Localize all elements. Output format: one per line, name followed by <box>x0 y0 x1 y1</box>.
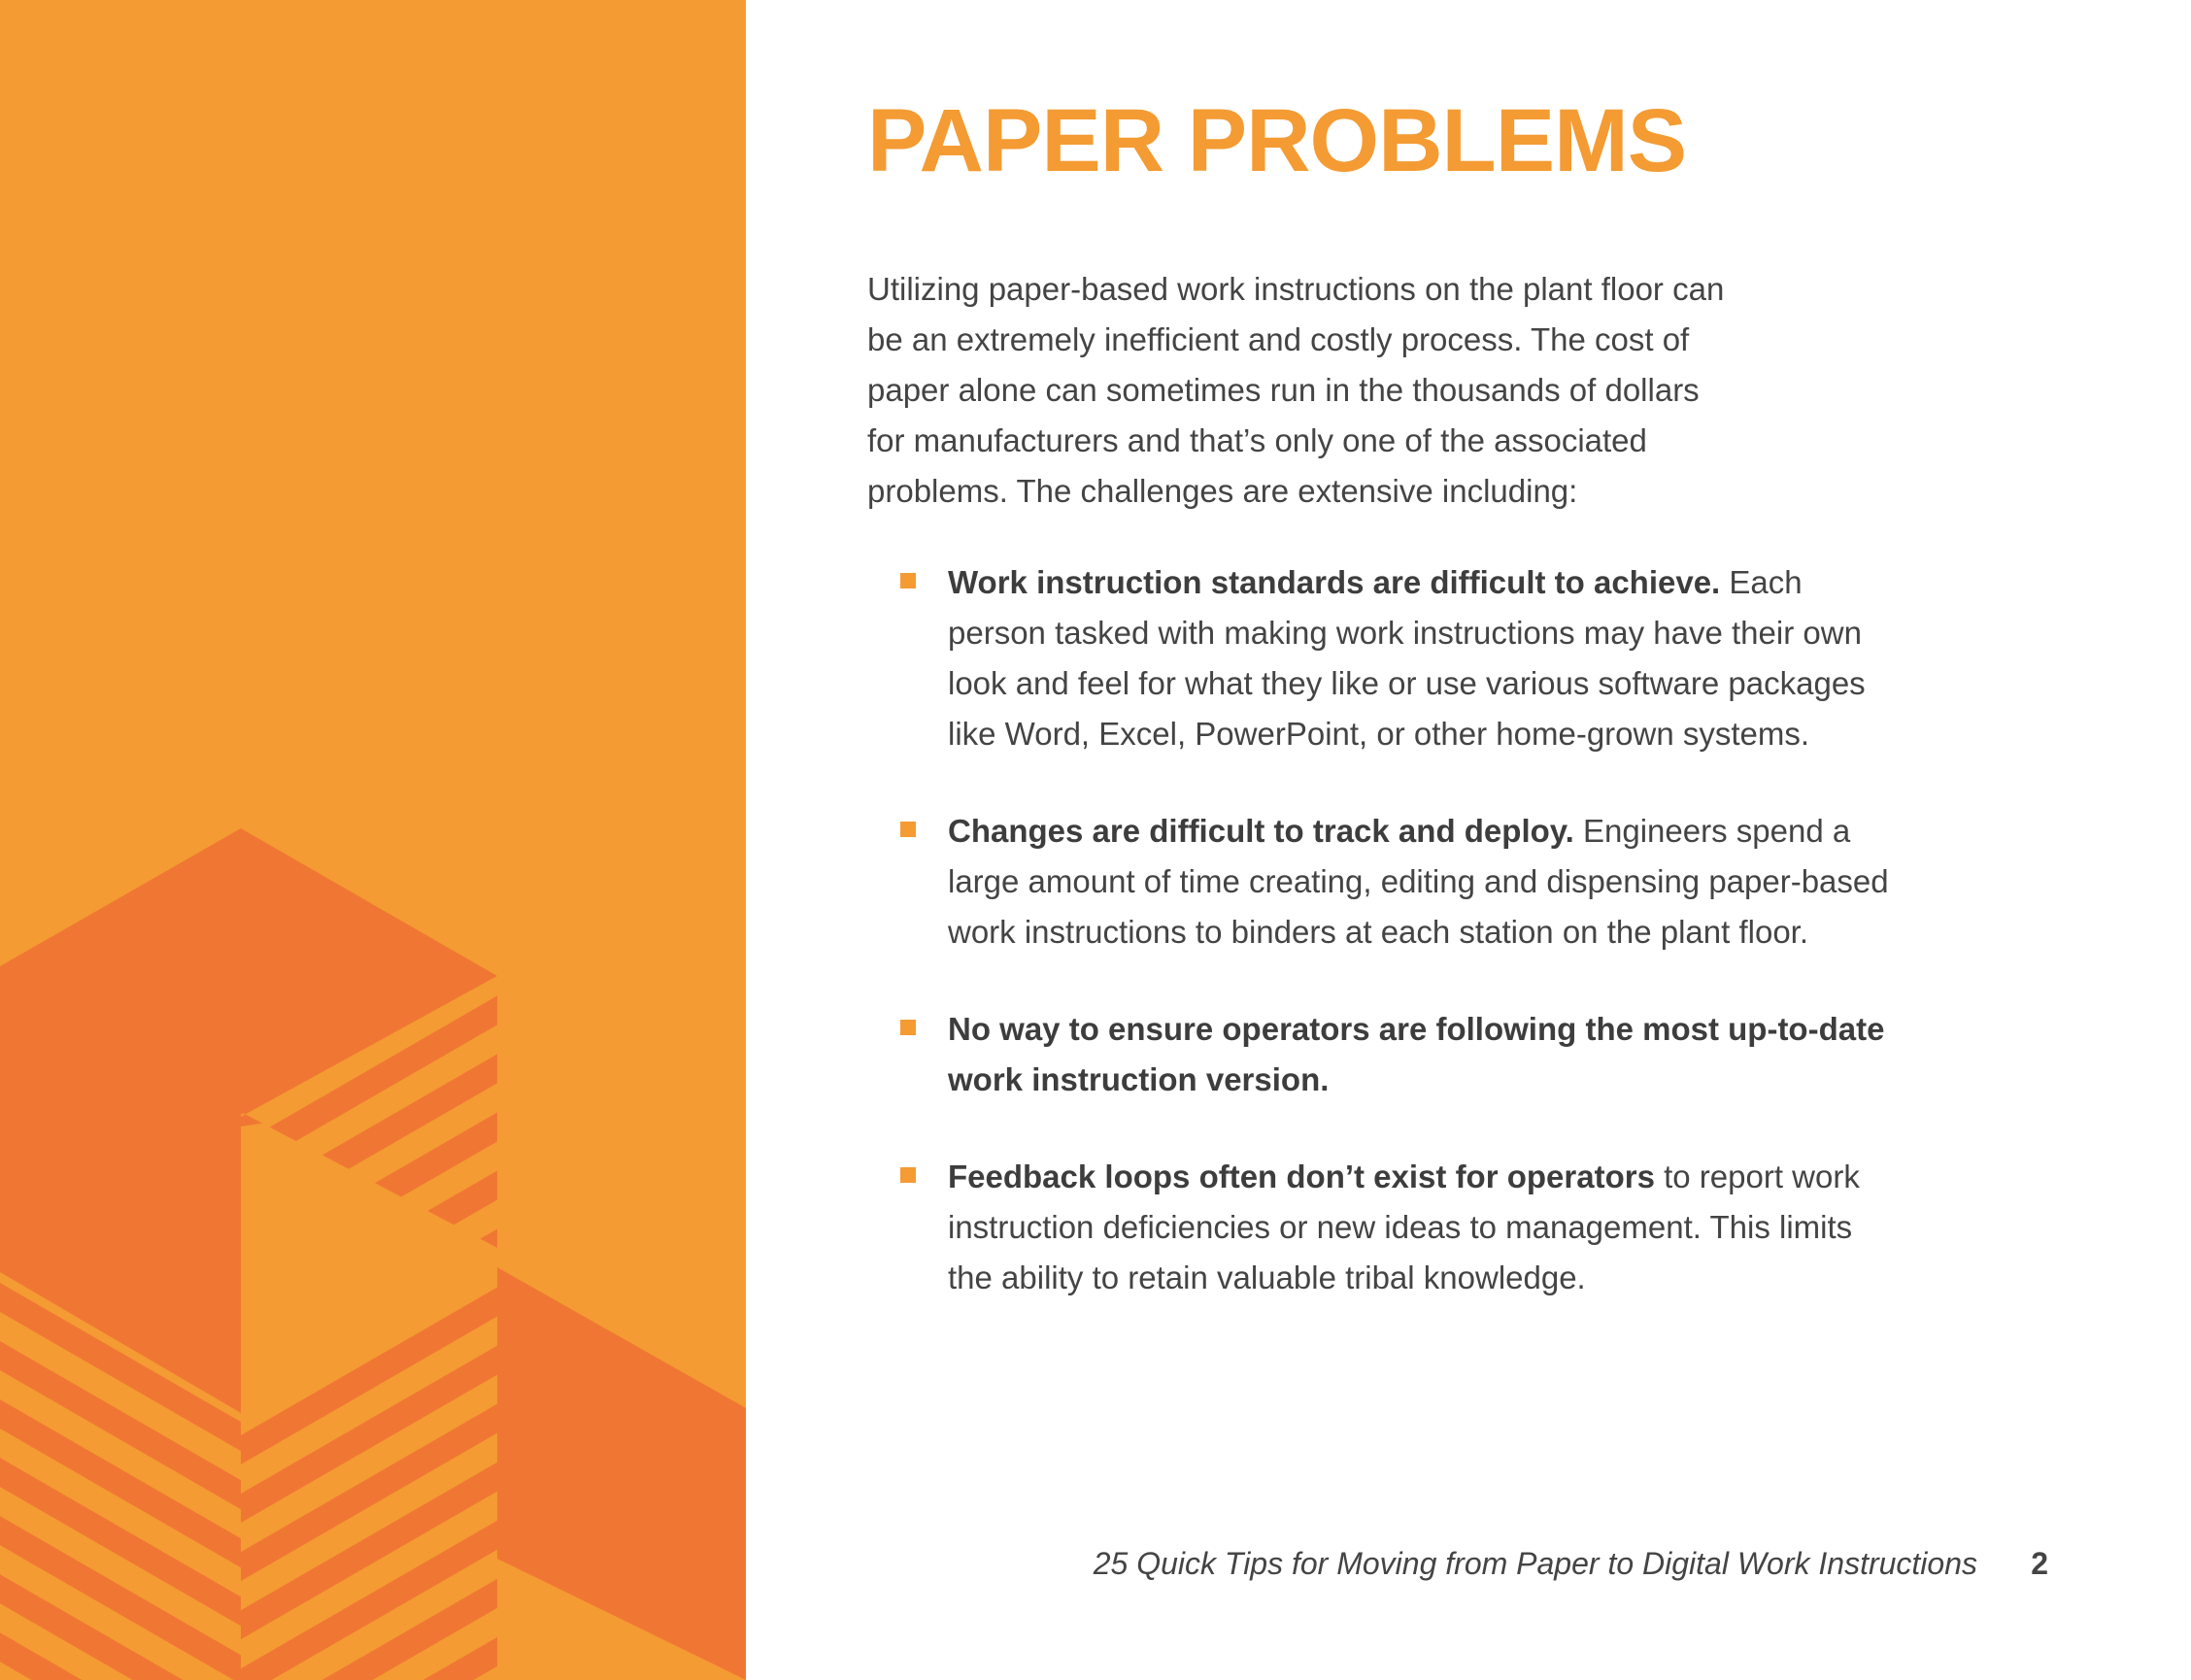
list-item <box>867 1152 1897 1303</box>
footer-document-title: 25 Quick Tips for Moving from Paper to Digital Work Instructions <box>1093 1546 1977 1581</box>
orange-square-bullet-icon <box>900 573 916 588</box>
decorative-side-panel <box>0 0 746 1680</box>
page-footer <box>0 1538 2191 1589</box>
list-item-heading: Feedback loops often don’t exist for operators <box>948 1159 1655 1194</box>
list-item <box>867 557 1897 759</box>
orange-square-bullet-icon <box>900 1020 916 1035</box>
orange-square-bullet-icon <box>900 822 916 837</box>
page-title: PAPER PROBLEMS <box>867 91 1687 190</box>
geometric-stripes-graphic <box>0 0 746 1680</box>
orange-square-bullet-icon <box>900 1167 916 1183</box>
list-item <box>867 806 1897 958</box>
challenge-list <box>867 557 1897 1303</box>
page-number: 2 <box>2031 1546 2048 1581</box>
list-item-heading: Work instruction standards are difficult to achieve. <box>948 564 1721 600</box>
list-item-text: Engineers spend a large amount of time creating, editing and dispensing paper-based work instructions to binders at each station on the plant floor. <box>948 813 1889 950</box>
list-item-heading: Changes are difficult to track and deploy. <box>948 813 1574 849</box>
list-item <box>867 1004 1897 1105</box>
list-item-text: Each person tasked with making work instructions may have their own look and feel for what they like or use various software packages like Word, Excel, PowerPoint, or other home-grown systems. <box>948 564 1866 752</box>
list-item-heading: No way to ensure operators are following the most up-to-date work instruction version. <box>948 1011 1885 1097</box>
list-item-text: to report work instruction deficiencies or new ideas to management. This limits the ability to retain valuable tribal knowledge. <box>948 1159 1860 1295</box>
intro-paragraph: Utilizing paper-based work instructions on the plant floor can be an extremely inefficient and costly process. The cost of paper alone can sometimes run in the thousands of dollars for manufacturers and that’s only one of the associated problems. The challenges are extensive including: <box>867 271 1725 509</box>
